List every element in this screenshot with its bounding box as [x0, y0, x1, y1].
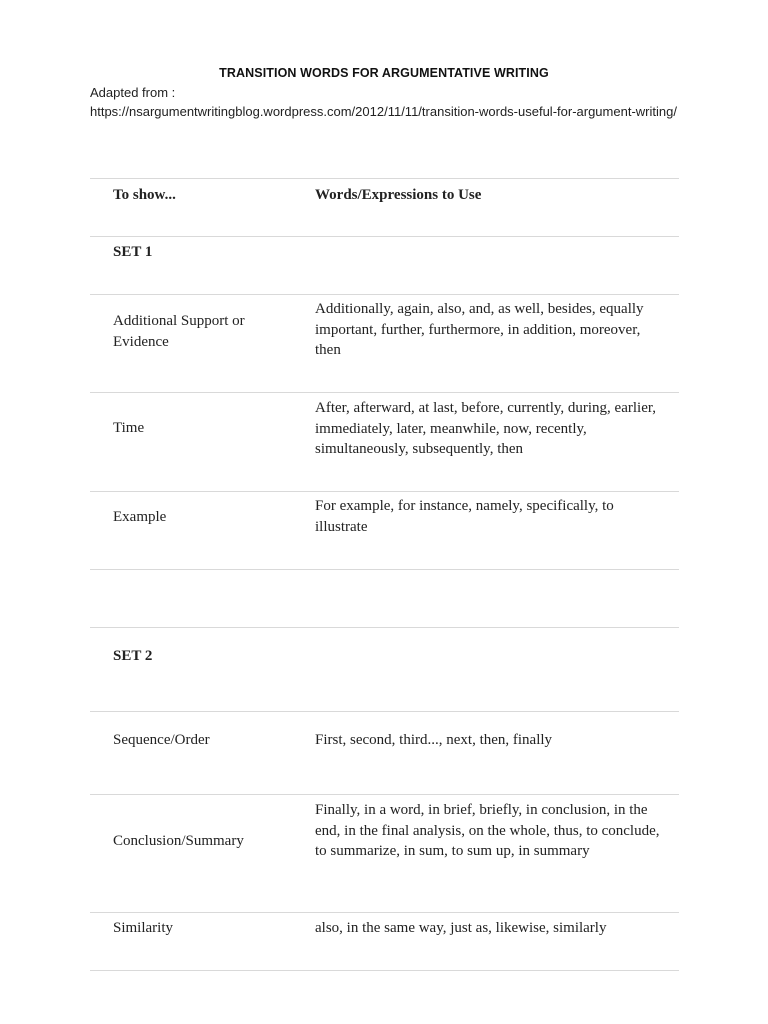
category-label: Additional Support or Evidence — [113, 313, 245, 350]
transition-words-table — [90, 178, 679, 971]
source-citation — [90, 84, 690, 121]
table-row — [90, 795, 679, 913]
transition-words: also, in the same way, just as, likewise, similarly — [315, 920, 607, 936]
category-label: Example — [113, 509, 167, 525]
category-label: Time — [113, 420, 145, 436]
page-title: TRANSITION WORDS FOR ARGUMENTATIVE WRITING — [219, 66, 549, 80]
table-row — [90, 712, 679, 795]
table-row — [90, 913, 679, 971]
table-row — [90, 295, 679, 393]
table-header-row — [90, 179, 679, 237]
transition-words: Finally, in a word, in brief, briefly, in conclusion, in the end, in the final analysis, on the whole, thus, to conclude, to summarize, in sum, to sum up, in summary — [315, 802, 660, 859]
set-1-label: SET 1 — [113, 244, 153, 260]
header-words-expressions: Words/Expressions to Use — [315, 187, 482, 203]
source-label: Adapted from : — [90, 85, 176, 100]
set-2-label: SET 2 — [113, 648, 153, 664]
category-label: Sequence/Order — [113, 732, 210, 748]
transition-words: First, second, third..., next, then, finally — [315, 732, 553, 748]
category-label: Similarity — [113, 920, 173, 936]
header-to-show: To show... — [113, 187, 176, 203]
transition-words: After, afterward, at last, before, currently, during, earlier, immediately, later, meanwhile, now, recently, simultaneously, subsequently, then — [315, 400, 656, 457]
set-1-row — [90, 237, 679, 295]
transition-words: Additionally, again, also, and, as well, besides, equally important, further, furthermore, in addition, moreover, then — [315, 301, 644, 358]
transition-words: For example, for instance, namely, specifically, to illustrate — [315, 498, 614, 535]
source-url[interactable]: https://nsargumentwritingblog.wordpress.com/2012/11/11/transition-words-useful-for-argument-writing/ — [90, 103, 677, 119]
table-row — [90, 393, 679, 492]
set-2-row — [90, 628, 679, 712]
spacer-row — [90, 570, 679, 628]
table-row — [90, 492, 679, 570]
category-label: Conclusion/Summary — [113, 833, 244, 849]
